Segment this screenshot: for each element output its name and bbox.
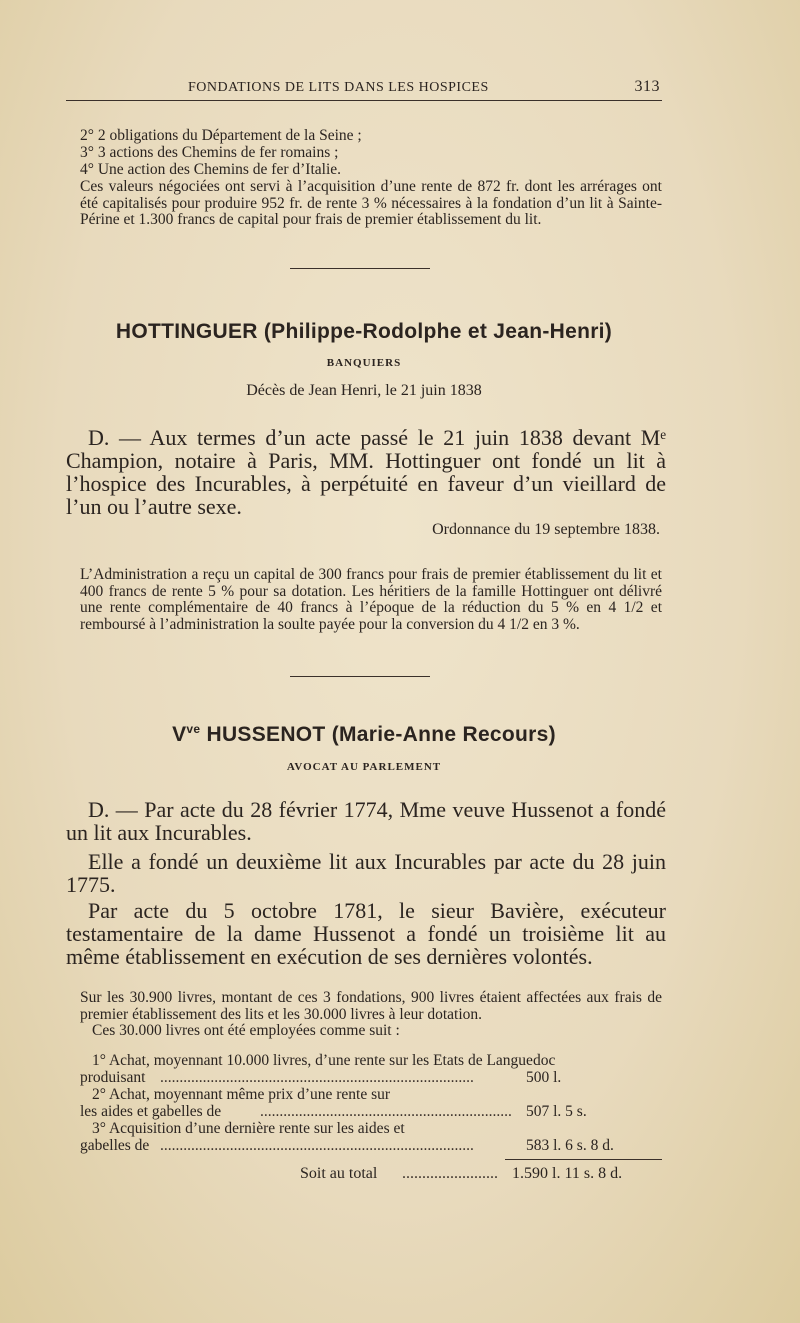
leader-dots: ................................................................. — [260, 1103, 512, 1120]
intro-item-2: 2° 2 obligations du Département de la Seine ; — [80, 127, 362, 144]
header-title: FONDATIONS DE LITS DANS LES HOSPICES — [188, 80, 489, 95]
intro-item-4: 4° Une action des Chemins de fer d’Italie. — [80, 161, 342, 178]
hussenot-para-1-text: D. — Par acte du 28 février 1774, Mme veuve Hussenot a fondé un lit aux Incurables. — [66, 797, 666, 845]
item2-line-a — [92, 1086, 674, 1103]
title-sup: ve — [186, 722, 201, 736]
hussenot-para-2 — [66, 850, 666, 896]
title-prefix: V — [172, 723, 187, 746]
item1-text-a: 1° Achat, moyennant 10.000 livres, d’une rente sur les Etats de Languedoc — [92, 1052, 556, 1069]
total-rule — [505, 1159, 662, 1160]
item3-line-b — [80, 1137, 662, 1154]
intro-paragraph-text: Ces valeurs négociées ont servi à l’acquisition d’une rente de 872 fr. dont les arrérages ont été capitalisés pour produire 952 fr. de rente 3 % nécessaires à la fondation d’un lit à Sainte-Périne et 1.300 francs de capital pour frais de premier établissement du lit. — [80, 178, 662, 229]
item1-line-b — [80, 1069, 662, 1086]
hottinguer-note — [80, 567, 662, 633]
total-line — [80, 1165, 662, 1182]
item1-line-a — [92, 1052, 674, 1069]
leader-dots: ................................................................................. — [160, 1069, 474, 1086]
item1-amount: 500 l. — [526, 1069, 562, 1086]
hottinguer-main-text: D. — Aux termes d’un acte passé le 21 juin 1838 devant Mᵉ Champion, notaire à Paris, MM. Hottinguer ont fondé un lit à l’hospice des Incurables, à perpétuité en faveur d’un vieillard de l’un ou l’autre sexe. — [66, 425, 666, 519]
total-amount: 1.590 l. 11 s. 8 d. — [512, 1165, 623, 1182]
deces-line: Décès de Jean Henri, le 21 juin 1838 — [246, 382, 482, 399]
page-number: 313 — [634, 78, 660, 95]
section-subtitle-avocat: AVOCAT AU PARLEMENT — [286, 761, 442, 773]
hottinguer-note-text: L’Administration a reçu un capital de 300 francs pour frais de premier établissement du lit et 400 francs de rente 5 % pour sa dotation. Les héritiers de la famille Hottinguer ont délivré une rente complémentaire de 40 francs à l’époque de la réduction du 5 % en 4 1/2 et remboursé à l’administration la soulte payée pour la conversion du 4 1/2 en 3 %. — [80, 566, 662, 633]
section-title-hussenot — [66, 722, 662, 747]
item1-text-b: produisant — [80, 1069, 146, 1086]
hottinguer-main-paragraph — [66, 426, 666, 518]
hussenot-note — [80, 990, 662, 1040]
hussenot-para-3-text: Par acte du 5 octobre 1781, le sieur Bavière, exécuteur testamentaire de la dame Hussenot a fondé un troisième lit au même établissement en exécution de ses dernières volontés. — [66, 898, 666, 969]
intro-paragraph — [80, 179, 662, 229]
item2-text-a: 2° Achat, moyennant même prix d’une rente sur — [92, 1086, 391, 1103]
item3-text-a: 3° Acquisition d’une dernière rente sur les aides et — [92, 1120, 405, 1137]
hussenot-note-1: Sur les 30.900 livres, montant de ces 3 fondations, 900 livres étaient affectées aux frais de premier établissement des lits et les 30.000 livres à leur dotation. — [80, 989, 662, 1023]
item3-amount: 583 l. 6 s. 8 d. — [526, 1137, 614, 1154]
total-label: Soit au total — [300, 1165, 378, 1182]
leader-dots: ........................ — [402, 1165, 498, 1182]
hussenot-note-2: Ces 30.000 livres ont été employées comme suit : — [92, 1022, 400, 1040]
section-divider — [290, 268, 430, 269]
running-header — [66, 78, 662, 101]
item2-amount: 507 l. 5 s. — [526, 1103, 587, 1120]
leader-dots: ................................................................................. — [160, 1137, 474, 1154]
section-divider — [290, 676, 430, 677]
item2-text-b: les aides et gabelles de — [80, 1103, 222, 1120]
hussenot-para-2-text: Elle a fondé un deuxième lit aux Incurables par acte du 28 juin 1775. — [66, 849, 666, 897]
section-subtitle-banquiers: BANQUIERS — [326, 357, 402, 369]
title-name: HUSSENOT (Marie-Anne Recours) — [206, 723, 556, 746]
intro-item-3: 3° 3 actions des Chemins de fer romains ; — [80, 144, 339, 161]
item2-line-b — [80, 1103, 662, 1120]
item3-text-b: gabelles de — [80, 1137, 150, 1154]
ordonnance-line: Ordonnance du 19 septembre 1838. — [432, 521, 660, 538]
hussenot-para-1 — [66, 798, 666, 844]
item3-line-a — [92, 1120, 674, 1137]
section-title-hottinguer: HOTTINGUER (Philippe-Rodolphe et Jean-Henri) — [115, 320, 613, 343]
hussenot-para-3 — [66, 899, 666, 968]
